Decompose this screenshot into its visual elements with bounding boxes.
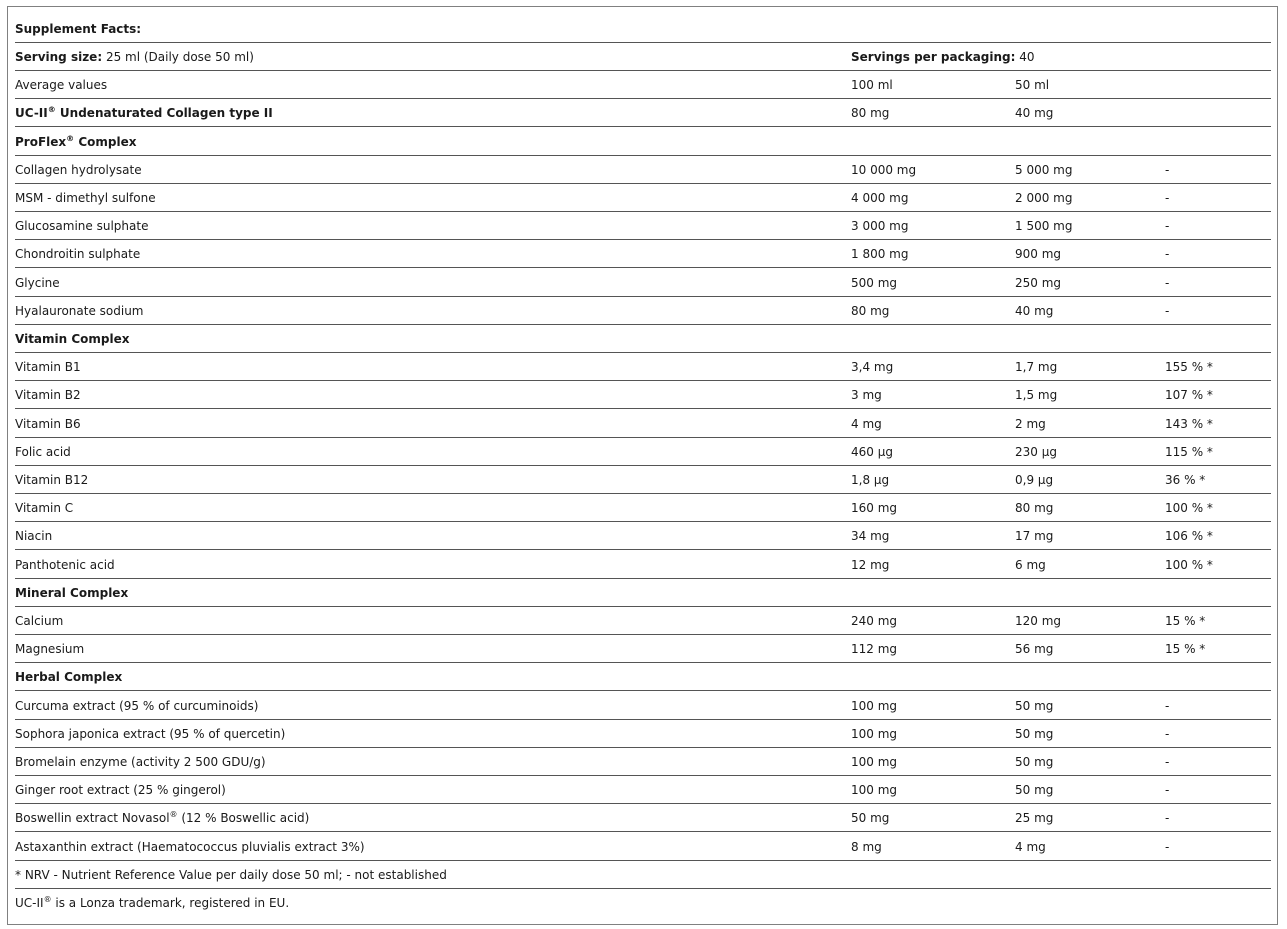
value-100ml: 100 mg — [851, 699, 898, 713]
table-row — [15, 438, 1271, 466]
value-100ml: 8 mg — [851, 840, 882, 854]
table-row — [15, 381, 1271, 409]
mineral-header: Mineral Complex — [15, 586, 129, 600]
nrv-value: - — [1165, 811, 1170, 825]
ucii-value-50ml: 40 mg — [1015, 106, 1054, 120]
ingredient-name: Calcium — [15, 614, 64, 628]
ingredient-name: Glycine — [15, 276, 60, 290]
value-50ml: 250 mg — [1015, 276, 1062, 290]
ingredient-name: Vitamin B6 — [15, 417, 81, 431]
nrv-value: 36 % * — [1165, 473, 1206, 487]
ingredient-name: Ginger root extract (25 % gingerol) — [15, 783, 226, 797]
nrv-value: 107 % * — [1165, 388, 1213, 402]
nrv-value: - — [1165, 699, 1170, 713]
value-100ml: 34 mg — [851, 529, 890, 543]
serving-size: Serving size: 25 ml (Daily dose 50 ml) — [15, 50, 254, 64]
ucii-row — [15, 99, 1271, 127]
ingredient-name: Vitamin B1 — [15, 360, 81, 374]
column-header-100ml: 100 ml — [851, 78, 893, 92]
proflex-header-row — [15, 128, 1271, 156]
value-100ml: 1 800 mg — [851, 247, 909, 261]
table-row — [15, 494, 1271, 522]
herbal-header-row — [15, 663, 1271, 691]
value-100ml: 240 mg — [851, 614, 898, 628]
value-50ml: 900 mg — [1015, 247, 1062, 261]
nrv-value: 115 % * — [1165, 445, 1213, 459]
nrv-value: 100 % * — [1165, 501, 1213, 515]
nrv-value: 15 % * — [1165, 614, 1206, 628]
footnote-trademark: UC-II® is a Lonza trademark, registered in EU. — [15, 895, 290, 910]
value-50ml: 56 mg — [1015, 642, 1054, 656]
value-50ml: 1,5 mg — [1015, 388, 1058, 402]
serving-row — [15, 43, 1271, 71]
footnote-trademark-row — [15, 889, 1271, 917]
value-100ml: 4 000 mg — [851, 191, 909, 205]
nrv-value: - — [1165, 783, 1170, 797]
value-100ml: 3 000 mg — [851, 219, 909, 233]
value-100ml: 500 mg — [851, 276, 898, 290]
average-values-label: Average values — [15, 78, 108, 92]
value-100ml: 100 mg — [851, 783, 898, 797]
ingredient-name: Vitamin C — [15, 501, 74, 515]
vitamin-header: Vitamin Complex — [15, 332, 130, 346]
value-50ml: 0,9 µg — [1015, 473, 1054, 487]
value-50ml: 230 µg — [1015, 445, 1057, 459]
value-50ml: 50 mg — [1015, 727, 1054, 741]
table-row — [15, 466, 1271, 494]
ingredient-name: Chondroitin sulphate — [15, 247, 141, 261]
nrv-value: 100 % * — [1165, 558, 1213, 572]
value-50ml: 50 mg — [1015, 699, 1054, 713]
nrv-value: 15 % * — [1165, 642, 1206, 656]
servings-per-packaging: Servings per packaging: 40 — [851, 50, 1035, 64]
ingredient-name: Panthotenic acid — [15, 558, 115, 572]
table-title-row — [15, 15, 1271, 43]
table-row — [15, 240, 1271, 268]
ingredient-name: MSM - dimethyl sulfone — [15, 191, 156, 205]
value-100ml: 160 mg — [851, 501, 898, 515]
value-50ml: 40 mg — [1015, 304, 1054, 318]
ingredient-name: Folic acid — [15, 445, 71, 459]
vitamin-header-row — [15, 325, 1271, 353]
table-row — [15, 551, 1271, 579]
value-50ml: 50 mg — [1015, 783, 1054, 797]
table-row — [15, 635, 1271, 663]
ucii-name: UC-II® Undenaturated Collagen type II — [15, 105, 273, 120]
table-row — [15, 156, 1271, 184]
footnote-nrv-row — [15, 861, 1271, 889]
table-row — [15, 269, 1271, 297]
value-100ml: 12 mg — [851, 558, 890, 572]
nrv-value: - — [1165, 219, 1170, 233]
value-100ml: 460 µg — [851, 445, 893, 459]
nrv-value: - — [1165, 840, 1170, 854]
ingredient-name: Sophora japonica extract (95 % of quercetin) — [15, 727, 286, 741]
value-50ml: 5 000 mg — [1015, 163, 1073, 177]
value-50ml: 1 500 mg — [1015, 219, 1073, 233]
value-100ml: 100 mg — [851, 727, 898, 741]
value-50ml: 17 mg — [1015, 529, 1054, 543]
nrv-value: - — [1165, 304, 1170, 318]
value-50ml: 50 mg — [1015, 755, 1054, 769]
nrv-value: - — [1165, 727, 1170, 741]
ingredient-name: Glucosamine sulphate — [15, 219, 149, 233]
value-50ml: 1,7 mg — [1015, 360, 1058, 374]
ingredient-name: Astaxanthin extract (Haematococcus pluvialis extract 3%) — [15, 840, 365, 854]
column-header-50ml: 50 ml — [1015, 78, 1050, 92]
table-row — [15, 692, 1271, 720]
ingredient-name: Curcuma extract (95 % of curcuminoids) — [15, 699, 259, 713]
ingredient-name: Boswellin extract Novasol® (12 % Boswellic acid) — [15, 810, 310, 825]
ucii-value-100ml: 80 mg — [851, 106, 890, 120]
nrv-value: - — [1165, 191, 1170, 205]
table-row — [15, 522, 1271, 550]
ingredient-name: Bromelain enzyme (activity 2 500 GDU/g) — [15, 755, 266, 769]
table-row — [15, 804, 1271, 832]
table-title: Supplement Facts: — [15, 22, 142, 36]
nrv-value: - — [1165, 163, 1170, 177]
value-50ml: 2 mg — [1015, 417, 1046, 431]
table-row — [15, 297, 1271, 325]
herbal-header: Herbal Complex — [15, 670, 123, 684]
nrv-value: 143 % * — [1165, 417, 1213, 431]
table-row — [15, 776, 1271, 804]
value-100ml: 100 mg — [851, 755, 898, 769]
value-100ml: 1,8 µg — [851, 473, 890, 487]
value-100ml: 3 mg — [851, 388, 882, 402]
table-row — [15, 833, 1271, 861]
value-100ml: 3,4 mg — [851, 360, 894, 374]
ingredient-name: Vitamin B12 — [15, 473, 89, 487]
nrv-value: - — [1165, 247, 1170, 261]
ingredient-name: Vitamin B2 — [15, 388, 81, 402]
nrv-value: 155 % * — [1165, 360, 1213, 374]
mineral-header-row — [15, 579, 1271, 607]
table-row — [15, 720, 1271, 748]
value-100ml: 10 000 mg — [851, 163, 917, 177]
table-row — [15, 748, 1271, 776]
ingredient-name: Niacin — [15, 529, 53, 543]
value-100ml: 112 mg — [851, 642, 898, 656]
nrv-value: 106 % * — [1165, 529, 1213, 543]
ingredient-name: Hyalauronate sodium — [15, 304, 144, 318]
value-50ml: 25 mg — [1015, 811, 1054, 825]
value-50ml: 6 mg — [1015, 558, 1046, 572]
value-50ml: 2 000 mg — [1015, 191, 1073, 205]
value-100ml: 4 mg — [851, 417, 882, 431]
table-row — [15, 212, 1271, 240]
nrv-value: - — [1165, 276, 1170, 290]
value-100ml: 80 mg — [851, 304, 890, 318]
footnote-nrv: * NRV - Nutrient Reference Value per daily dose 50 ml; - not established — [15, 868, 447, 882]
value-50ml: 4 mg — [1015, 840, 1046, 854]
ingredient-name: Magnesium — [15, 642, 85, 656]
average-values-row — [15, 71, 1271, 99]
proflex-header: ProFlex® Complex — [15, 134, 137, 149]
nrv-value: - — [1165, 755, 1170, 769]
table-row — [15, 353, 1271, 381]
value-50ml: 80 mg — [1015, 501, 1054, 515]
ingredient-name: Collagen hydrolysate — [15, 163, 142, 177]
value-50ml: 120 mg — [1015, 614, 1062, 628]
value-100ml: 50 mg — [851, 811, 890, 825]
table-row — [15, 607, 1271, 635]
table-row — [15, 184, 1271, 212]
table-row — [15, 410, 1271, 438]
